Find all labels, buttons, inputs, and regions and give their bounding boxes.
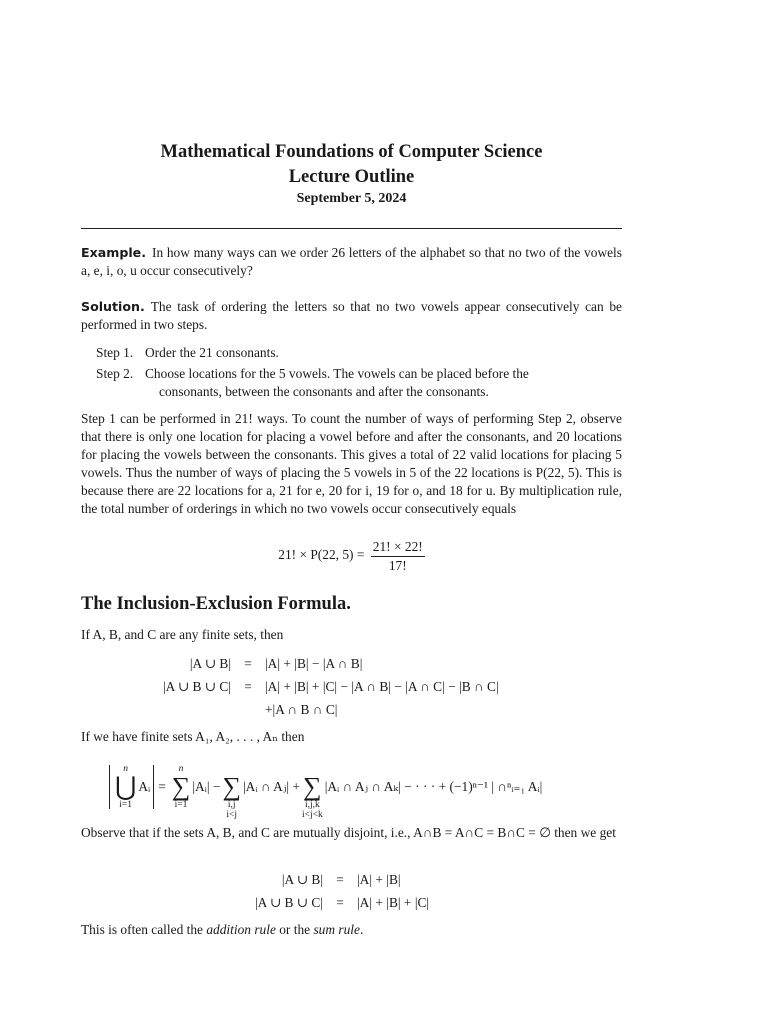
header-divider: [81, 228, 622, 229]
step-text: Order the 21 consonants.: [145, 345, 279, 360]
section-intro: If A, B, and C are any finite sets, then: [81, 627, 284, 642]
equation-operator: =: [336, 872, 344, 887]
single-term: |Aᵢ| −: [192, 779, 221, 794]
general-intro: If we have finite sets A₁, A₂, . . . , Aₙ then: [81, 729, 305, 744]
union-cardinality: [109, 765, 154, 809]
union-lower-limit: i=1: [119, 800, 133, 810]
equation-lhs: |A ∪ B|: [189, 656, 231, 671]
equation-operator: [231, 698, 265, 721]
sum-lower-limit: i=1: [174, 800, 188, 810]
sum-symbol: ∑: [171, 772, 191, 801]
lecture-page: [81, 0, 622, 1024]
sum-index: i,j,k: [304, 800, 320, 810]
formula-equals: =: [158, 779, 166, 794]
lecture-date: September 5, 2024: [296, 191, 407, 206]
pair-term: |Aᵢ ∩ Aⱼ| +: [242, 779, 300, 794]
sum-upper-limit: n: [178, 764, 184, 774]
union-term: Aᵢ: [138, 779, 151, 794]
sum-pairs: [222, 774, 241, 820]
equation-row: [163, 652, 499, 675]
equation-rhs: |A| + |B| + |C|: [357, 895, 430, 910]
equation-row: [163, 698, 499, 721]
disjoint-equations: [255, 868, 429, 914]
disjoint-paragraph: Observe that if the sets A, B, and C are mutually disjoint, i.e., A∩B = A∩C = B∩C = ∅ then we get: [81, 825, 616, 840]
lecture-subtitle: Lecture Outline: [288, 167, 415, 187]
fraction-denominator: 17!: [388, 558, 407, 573]
inclusion-exclusion-equations: [163, 652, 499, 721]
example-text: In how many ways can we order 26 letters of the alphabet so that no two of the vowels a, e, i, o, u occur consecutively?: [81, 245, 622, 278]
result-equation: [81, 538, 622, 574]
step-item: [96, 365, 616, 401]
section-heading: The Inclusion-Exclusion Formula.: [81, 594, 351, 614]
equation-lhs: [163, 698, 231, 721]
big-union: [115, 764, 136, 810]
equation-operator: =: [244, 679, 252, 694]
equation-lhs: |A ∪ B|: [281, 872, 323, 887]
step-text-continuation: consonants, between the consonants and after the consonants.: [159, 384, 489, 399]
sum-condition: i<j<k: [301, 810, 323, 820]
closing-note: [81, 921, 363, 939]
equation-operator: =: [244, 656, 252, 671]
equation-row: [163, 675, 499, 698]
step-text: [145, 365, 616, 401]
sum-condition: i<j: [226, 810, 238, 820]
step-label: Step 2.: [96, 366, 134, 381]
step-list: [96, 344, 616, 404]
sum-rule-term: sum rule: [313, 922, 360, 937]
step-text-line: Choose locations for the 5 vowels. The vowels can be placed before the: [145, 366, 529, 381]
solution-paragraph: [81, 298, 622, 334]
example-label: Example.: [81, 245, 147, 260]
document-header: [81, 140, 622, 208]
union-upper-limit: n: [123, 764, 129, 774]
step-item: [96, 344, 616, 362]
closing-text-end: .: [359, 922, 364, 937]
sum-triples: [302, 774, 323, 820]
example-paragraph: [81, 244, 622, 280]
triple-term: |Aᵢ ∩ Aⱼ ∩ Aₖ| − · · · + (−1)ⁿ⁻¹ | ∩ⁿᵢ₌₁ Aᵢ|: [324, 779, 543, 794]
general-formula: [109, 756, 542, 818]
equation-rhs: |A| + |B|: [357, 872, 401, 887]
sum-single: [172, 764, 191, 810]
union-symbol: ⋃: [115, 772, 137, 801]
equation-lhs: |A ∪ B ∪ C|: [255, 895, 323, 910]
fraction-numerator: 21! × 22!: [371, 538, 425, 557]
sum-symbol: ∑: [222, 772, 241, 801]
equation-lhs: |A ∪ B ∪ C|: [163, 679, 231, 694]
step-label: Step 1.: [96, 345, 134, 360]
sum-symbol: ∑: [303, 772, 322, 801]
equation-rhs: |A| + |B| + |C| − |A ∩ B| − |A ∩ C| − |B ∩ C|: [265, 679, 499, 694]
equation-operator: =: [336, 895, 344, 910]
closing-text-start: This is often called the: [81, 922, 207, 937]
explanation-paragraph: Step 1 can be performed in 21! ways. To count the number of ways of performing Step 2, observe that there is only one location for placing a vowel before and after the consonants, and 20 locations for placing the vowels between the consonants. This gives a total of 22 valid locations for placing 5 vowels. Thus the number of ways of placing the 5 vowels in 5 of the 22 locations is P(22, 5). This is because there are 22 locations for a, 21 for e, 20 for i, 19 for o, and 18 for u. By multiplication rule, the total number of orderings in which no two vowels occur consecutively equals: [81, 411, 622, 516]
equation-rhs: +|A ∩ B ∩ C|: [265, 702, 338, 717]
equation-row: [255, 891, 429, 914]
solution-text: The task of ordering the letters so that no two vowels appear consecutively can be performed in two steps.: [81, 299, 622, 332]
equation-row: [255, 868, 429, 891]
addition-rule-term: addition rule: [206, 922, 276, 937]
sum-index: i,j: [227, 800, 236, 810]
solution-label: Solution.: [81, 299, 145, 314]
course-title: Mathematical Foundations of Computer Science: [160, 142, 543, 162]
equation-rhs: |A| + |B| − |A ∩ B|: [265, 656, 363, 671]
result-lhs: 21! × P(22, 5) =: [278, 547, 365, 563]
result-fraction: [371, 538, 425, 574]
closing-text-middle: or the: [275, 922, 314, 937]
